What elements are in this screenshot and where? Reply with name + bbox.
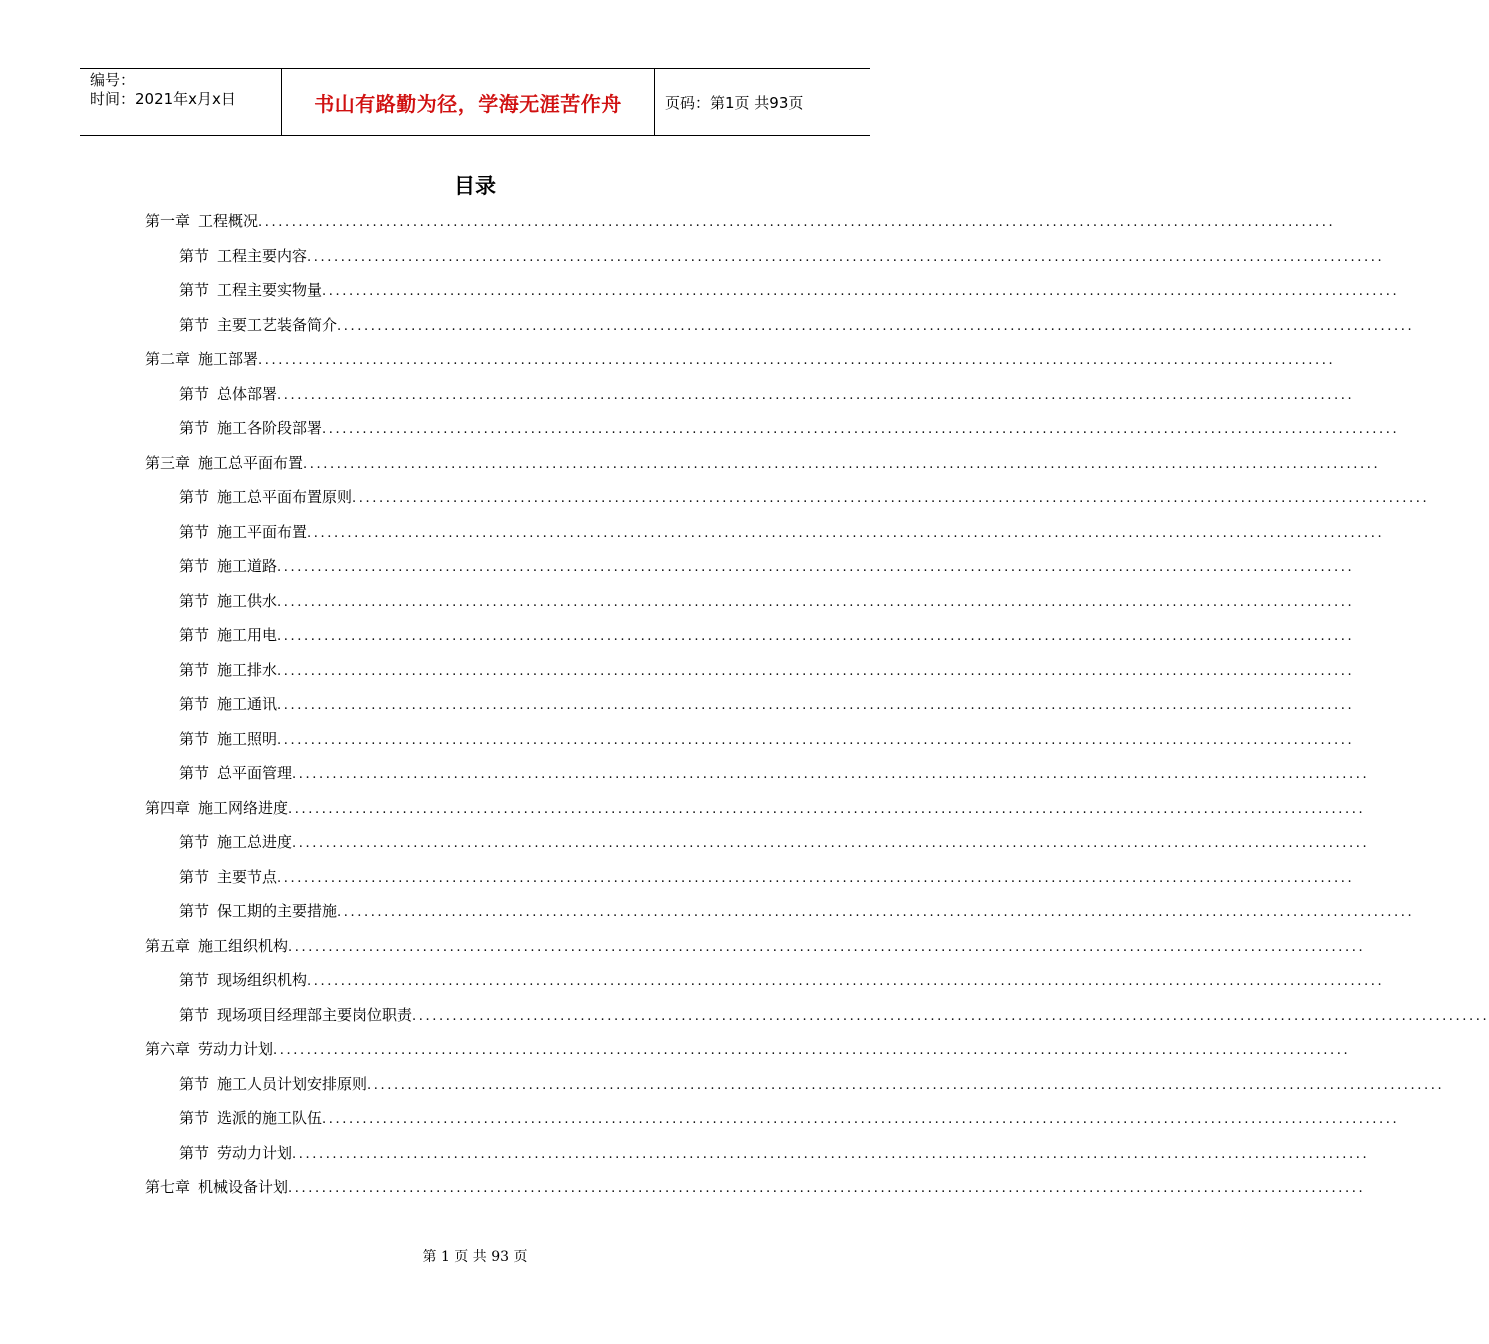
toc-entry-text: 施工总平面布置原则 — [217, 488, 353, 506]
toc-leader-dots: ................................................................................................................................................................ — [277, 663, 1355, 679]
toc-entry-prefix: 第节 — [179, 522, 210, 541]
toc-leader-dots: ................................................................................................................................................................ — [292, 836, 1370, 851]
toc-entry-text: 机械设备计划 — [198, 1178, 289, 1196]
toc-entry-label — [179, 998, 412, 1032]
toc-leader-dots: ................................................................................................................................................................ — [288, 801, 1366, 817]
toc-entry-label — [145, 342, 258, 376]
toc-entry[interactable] — [145, 1032, 1351, 1068]
toc-entry-prefix: 第一章 — [145, 212, 191, 230]
toc-entry[interactable] — [179, 1136, 1370, 1172]
toc-entry[interactable] — [145, 342, 1336, 378]
page-header — [80, 68, 870, 136]
toc-entry[interactable] — [179, 756, 1370, 792]
toc-leader-dots: ................................................................................................................................................................ — [288, 939, 1366, 955]
toc-entry-prefix: 第节 — [179, 315, 210, 334]
toc-entry[interactable] — [179, 860, 1355, 896]
toc-entry-prefix: 第六章 — [145, 1040, 191, 1058]
toc-entry[interactable] — [179, 1101, 1400, 1137]
toc-leader-dots: ................................................................................................................................................................ — [277, 629, 1355, 644]
toc-entry[interactable] — [179, 239, 1385, 275]
toc-entry-prefix: 第节 — [179, 1143, 210, 1162]
toc-leader-dots: ................................................................................................................................................................ — [307, 974, 1385, 989]
toc-leader-dots: ................................................................................................................................................................ — [322, 1112, 1400, 1127]
toc-entry-label — [145, 204, 258, 238]
toc-entry-text: 现场项目经理部主要岗位职责 — [217, 1005, 413, 1024]
toc-entry-prefix: 第节 — [179, 246, 210, 265]
toc-entry-text: 总平面管理 — [217, 764, 293, 782]
toc-entry-text: 工程主要实物量 — [217, 281, 323, 299]
toc-entry-prefix: 第节 — [179, 591, 210, 610]
toc-entry-text: 工程主要内容 — [217, 246, 308, 265]
toc-entry[interactable] — [179, 963, 1385, 999]
toc-entry-label — [179, 653, 277, 687]
toc-entry-prefix: 第节 — [179, 729, 210, 748]
toc-entry-text: 保工期的主要措施 — [217, 902, 338, 920]
toc-leader-dots: ................................................................................................................................................................ — [292, 767, 1370, 782]
toc-entry-prefix: 第节 — [179, 1074, 210, 1093]
toc-entry-label — [179, 756, 292, 790]
toc-entry-text: 主要节点 — [217, 867, 278, 886]
toc-entry-text: 工程概况 — [198, 212, 259, 230]
toc-entry-label — [179, 377, 277, 411]
toc-entry-text: 施工网络进度 — [198, 798, 289, 817]
toc-entry[interactable] — [179, 998, 1489, 1034]
toc-entry-label — [179, 860, 277, 894]
toc-entry-text: 劳动力计划 — [198, 1040, 274, 1058]
toc-leader-dots: ................................................................................................................................................................ — [273, 1043, 1351, 1058]
toc-entry-prefix: 第二章 — [145, 350, 191, 368]
toc-entry-label — [179, 1101, 322, 1135]
toc-entry-label — [179, 584, 277, 618]
document-time-label: 时间：2021年x月x日 — [90, 90, 236, 108]
toc-entry-label — [179, 825, 292, 859]
toc-entry-prefix: 第节 — [179, 281, 210, 299]
toc-entry-text: 施工供水 — [217, 591, 278, 610]
header-motto-cell — [282, 69, 655, 135]
toc-entry-label — [179, 894, 337, 928]
toc-entry-text: 施工总进度 — [217, 833, 293, 851]
toc-leader-dots: ................................................................................................................................................................ — [337, 905, 1415, 920]
toc-entry-prefix: 第三章 — [145, 453, 191, 472]
toc-leader-dots: ................................................................................................................................................................ — [412, 1008, 1489, 1024]
toc-entry[interactable] — [179, 273, 1400, 309]
toc-entry[interactable] — [179, 618, 1355, 654]
document-number-label: 编号： — [90, 71, 136, 89]
toc-entry-text: 劳动力计划 — [217, 1143, 293, 1162]
toc-leader-dots: ................................................................................................................................................................ — [277, 387, 1355, 403]
toc-entry-text: 施工组织机构 — [198, 936, 289, 955]
toc-entry-text: 施工道路 — [217, 557, 278, 575]
toc-leader-dots: ................................................................................................................................................................ — [277, 594, 1355, 610]
header-meta — [80, 69, 282, 135]
toc-leader-dots: ................................................................................................................................................................ — [277, 732, 1355, 748]
toc-entry-prefix: 第节 — [179, 419, 210, 437]
toc-entry-prefix: 第节 — [179, 764, 210, 782]
toc-entry[interactable] — [179, 377, 1355, 413]
toc-entry[interactable] — [179, 584, 1355, 620]
toc-entry-prefix: 第节 — [179, 384, 210, 403]
toc-entry-prefix: 第节 — [179, 488, 210, 506]
toc-leader-dots: ................................................................................................................................................................ — [307, 249, 1385, 265]
toc-entry-text: 主要工艺装备简介 — [217, 315, 338, 334]
toc-entry-label — [179, 618, 277, 652]
toc-entry-prefix: 第节 — [179, 626, 210, 644]
toc-entry-prefix: 第节 — [179, 833, 210, 851]
toc-entry-label — [145, 446, 303, 480]
toc-entry[interactable] — [179, 722, 1355, 758]
toc-leader-dots: ................................................................................................................................................................ — [337, 318, 1415, 334]
header-page-info: 页码：第1页 共93页 — [665, 93, 804, 112]
toc-entry[interactable] — [179, 480, 1430, 516]
toc-entry[interactable] — [179, 1067, 1445, 1103]
toc-entry-prefix: 第节 — [179, 660, 210, 679]
toc-entry[interactable] — [179, 825, 1370, 861]
toc-entry[interactable] — [145, 791, 1366, 827]
toc-leader-dots: ................................................................................................................................................................ — [352, 491, 1430, 506]
toc-entry-prefix: 第节 — [179, 557, 210, 575]
toc-entry[interactable] — [179, 894, 1415, 930]
toc-entry-text: 选派的施工队伍 — [217, 1109, 323, 1127]
toc-entry-text: 施工排水 — [217, 660, 278, 679]
toc-entry-text: 施工总平面布置 — [198, 453, 304, 472]
toc-entry-label — [179, 239, 307, 273]
toc-entry-prefix: 第节 — [179, 1109, 210, 1127]
toc-entry-label — [145, 929, 288, 963]
toc-entry[interactable] — [179, 515, 1385, 551]
toc-entry-label — [179, 308, 337, 342]
header-motto: 书山有路勤为径，学海无涯苦作舟 — [314, 91, 622, 116]
toc-entry-label — [179, 722, 277, 756]
toc-entry-label — [179, 515, 307, 549]
toc-entry-label — [145, 1032, 273, 1066]
toc-entry-text: 总体部署 — [217, 384, 278, 403]
toc-entry-label — [179, 963, 307, 997]
header-page-info-cell — [655, 69, 870, 135]
toc-entry-label — [179, 411, 322, 445]
toc-entry-prefix: 第节 — [179, 1005, 210, 1024]
toc-leader-dots: ................................................................................................................................................................ — [307, 525, 1385, 541]
toc-entry-prefix: 第节 — [179, 867, 210, 886]
toc-leader-dots: ................................................................................................................................................................ — [258, 215, 1336, 230]
toc-leader-dots: ................................................................................................................................................................ — [322, 422, 1400, 437]
toc-entry-text: 施工用电 — [217, 626, 278, 644]
toc-title: 目录 — [454, 174, 496, 198]
toc-entry-text: 施工各阶段部署 — [217, 419, 323, 437]
toc-leader-dots: ................................................................................................................................................................ — [258, 353, 1336, 368]
toc-entry-label — [179, 549, 277, 583]
toc-entry-label — [179, 480, 352, 514]
toc-entry[interactable] — [145, 446, 1381, 482]
toc-leader-dots: ................................................................................................................................................................ — [277, 698, 1355, 713]
toc-entry-prefix: 第五章 — [145, 936, 191, 955]
toc-entry-text: 施工平面布置 — [217, 522, 308, 541]
toc-entry-label — [145, 1170, 288, 1204]
toc-entry-text: 施工部署 — [198, 350, 259, 368]
toc-entry-prefix: 第四章 — [145, 798, 191, 817]
toc-entry-label — [179, 1136, 292, 1170]
toc-leader-dots: ................................................................................................................................................................ — [292, 1146, 1370, 1162]
toc-entry-text: 现场组织机构 — [217, 971, 308, 989]
toc-entry-prefix: 第七章 — [145, 1178, 191, 1196]
toc-entry-label — [179, 687, 277, 721]
toc-entry[interactable] — [145, 929, 1366, 965]
toc-entry[interactable] — [179, 687, 1355, 723]
toc-entry-text: 施工通讯 — [217, 695, 278, 713]
toc-leader-dots: ................................................................................................................................................................ — [322, 284, 1400, 299]
toc-entry-label — [179, 1067, 367, 1101]
toc-entry[interactable] — [179, 549, 1355, 585]
toc-leader-dots: ................................................................................................................................................................ — [288, 1181, 1366, 1196]
toc-entry-text: 施工人员计划安排原则 — [217, 1074, 368, 1093]
toc-entry-label — [179, 273, 322, 307]
toc-leader-dots: ................................................................................................................................................................ — [367, 1077, 1445, 1093]
toc-entry-prefix: 第节 — [179, 971, 210, 989]
toc-leader-dots: ................................................................................................................................................................ — [303, 456, 1381, 472]
toc-entry[interactable] — [145, 204, 1336, 240]
toc-leader-dots: ................................................................................................................................................................ — [277, 870, 1355, 886]
toc-entry-prefix: 第节 — [179, 695, 210, 713]
toc-entry[interactable] — [145, 1170, 1366, 1206]
toc-entry[interactable] — [179, 308, 1415, 344]
toc-entry-label — [145, 791, 288, 825]
toc-entry[interactable] — [179, 411, 1400, 447]
toc-entry[interactable] — [179, 653, 1355, 689]
toc-leader-dots: ................................................................................................................................................................ — [277, 560, 1355, 575]
page-footer: 第 1 页 共 93 页 — [422, 1249, 528, 1265]
toc-entry-text: 施工照明 — [217, 729, 278, 748]
toc-entry-prefix: 第节 — [179, 902, 210, 920]
